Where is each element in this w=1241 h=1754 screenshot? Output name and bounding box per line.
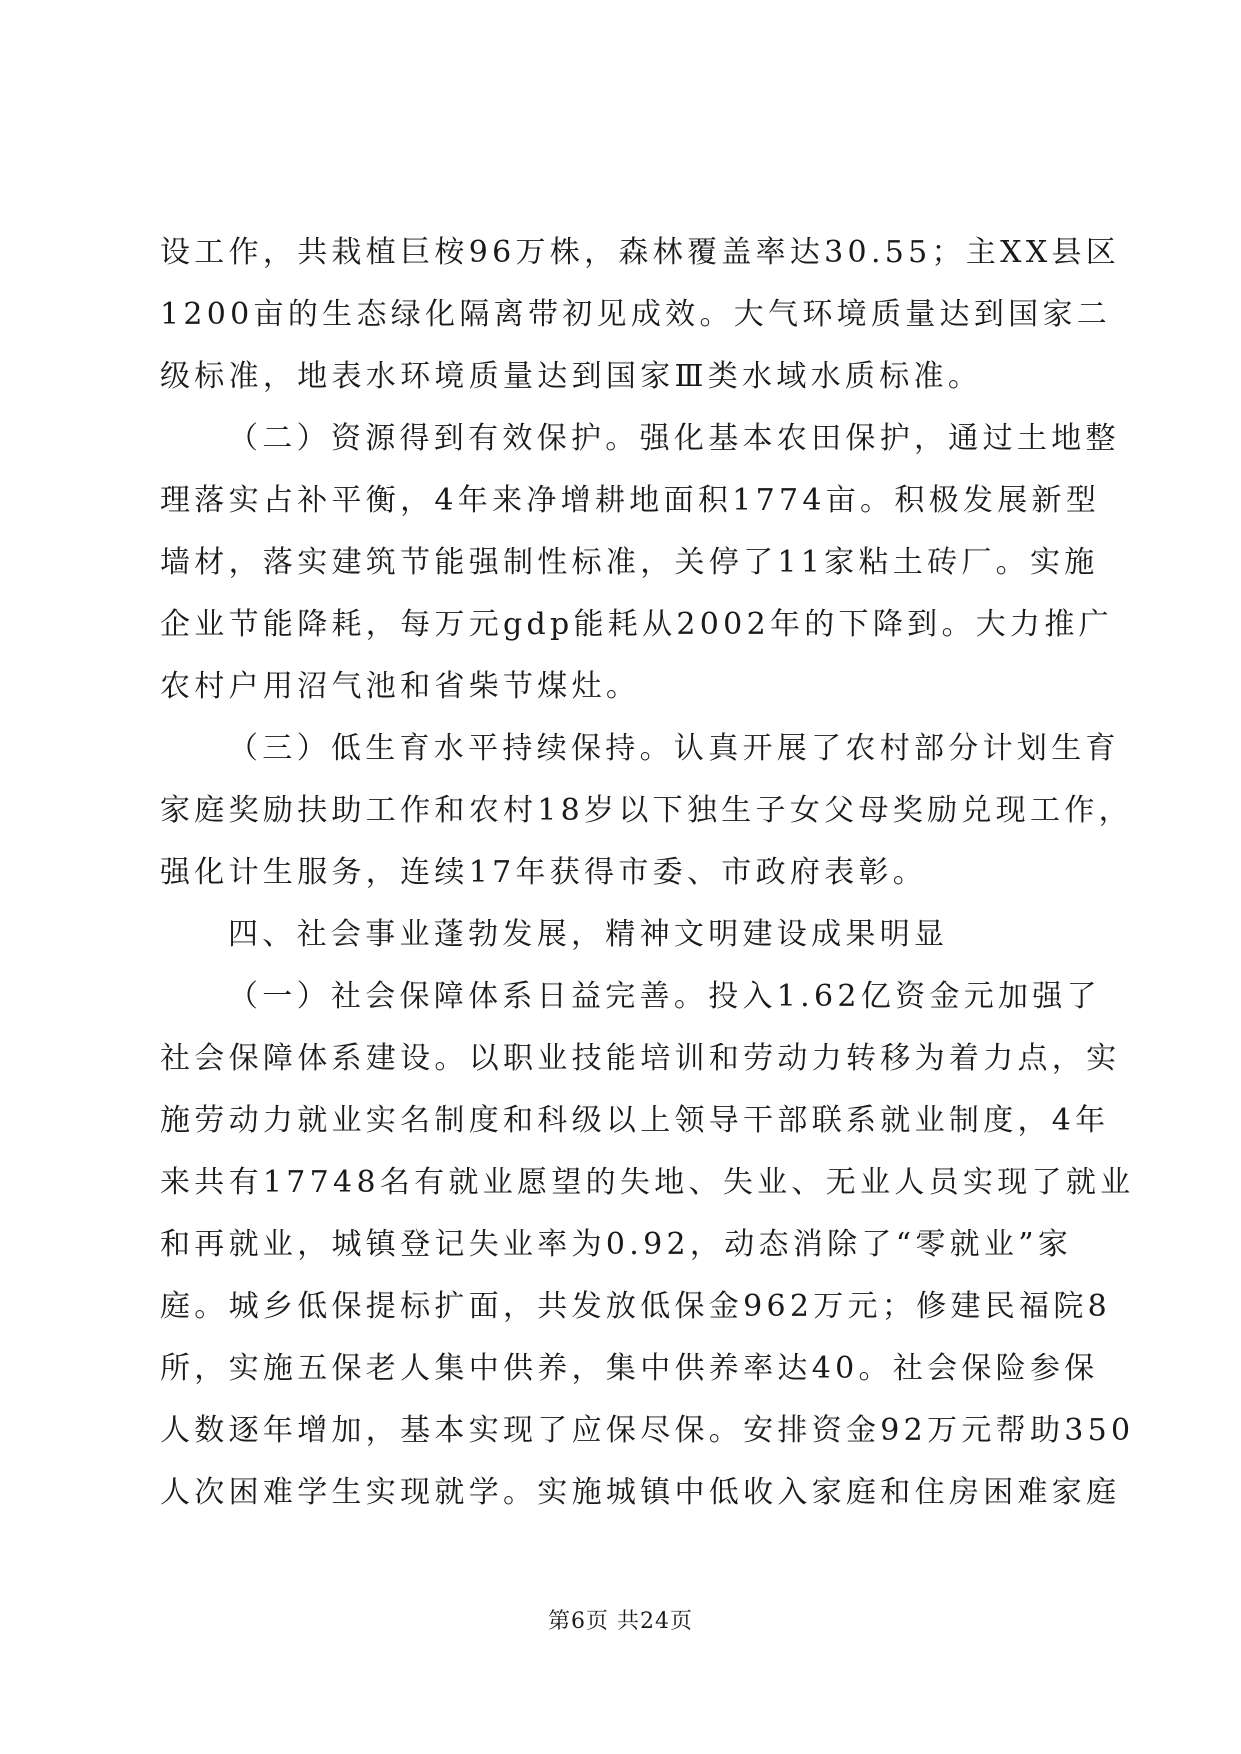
text-line: 墙材，落实建筑节能强制性标准，关停了11家粘土砖厂。实施 [160, 545, 1099, 580]
text-line: 人数逐年增加，基本实现了应保尽保。安排资金92万元帮助350 [160, 1413, 1135, 1448]
text-line: 1200亩的生态绿化隔离带初见成效。大气环境质量达到国家二 [160, 297, 1112, 332]
text-line: 级标准，地表水环境质量达到国家Ⅲ类水域水质标准。 [160, 359, 983, 394]
text-line: 和再就业，城镇登记失业率为0.92，动态消除了“零就业”家 [160, 1227, 1073, 1262]
text-line: 人次困难学生实现就学。实施城镇中低收入家庭和住房困难家庭 [160, 1475, 1121, 1510]
text-line: 设工作，共栽植巨桉96万株，森林覆盖率达30.55；主XX县区 [160, 235, 1121, 270]
paragraph-start-line: （三）低生育水平持续保持。认真开展了农村部分计划生育 [228, 731, 1120, 766]
paragraph-start-line: （一）社会保障体系日益完善。投入1.62亿资金元加强了 [228, 979, 1101, 1014]
text-line: 家庭奖励扶助工作和农村18岁以下独生子女父母奖励兑现工作， [160, 793, 1133, 828]
paragraph-start-line: （二）资源得到有效保护。强化基本农田保护，通过土地整 [228, 421, 1120, 456]
text-line: 所，实施五保老人集中供养，集中供养率达40。社会保险参保 [160, 1351, 1099, 1386]
text-line: 来共有17748名有就业愿望的失地、失业、无业人员实现了就业 [160, 1165, 1135, 1200]
text-line: 理落实占补平衡，4年来净增耕地面积1774亩。积极发展新型 [160, 483, 1101, 518]
document-body [160, 222, 1135, 1524]
section-heading: 四、社会事业蓬勃发展，精神文明建设成果明显 [228, 917, 949, 952]
text-line: 施劳动力就业实名制度和科级以上领导干部联系就业制度，4年 [160, 1103, 1110, 1138]
text-line: 农村户用沼气池和省柴节煤灶。 [160, 669, 641, 704]
text-line: 社会保障体系建设。以职业技能培训和劳动力转移为着力点，实 [160, 1041, 1121, 1076]
text-line: 庭。城乡低保提标扩面，共发放低保金962万元；修建民福院8 [160, 1289, 1112, 1324]
page-number-footer: 第6页 共24页 [548, 1609, 693, 1634]
text-line: 企业节能降耗，每万元gdp能耗从2002年的下降到。大力推广 [160, 607, 1113, 642]
text-line: 强化计生服务，连续17年获得市委、市政府表彰。 [160, 855, 928, 890]
